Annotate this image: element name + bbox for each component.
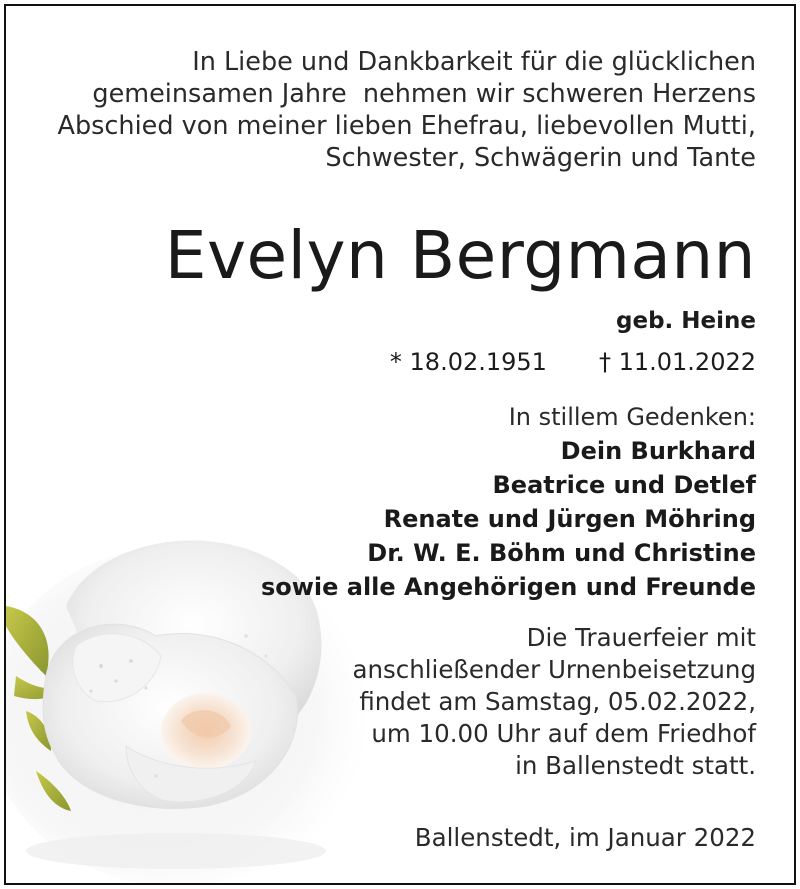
funeral-line: findet am Samstag, 05.02.2022, — [359, 687, 756, 716]
mourners-lead: In stillem Gedenken: — [508, 403, 756, 431]
funeral-line: Die Trauerfeier mit — [526, 623, 756, 652]
mourner-name: Renate und Jürgen Möhring — [383, 505, 756, 533]
funeral-line: um 10.00 Uhr auf dem Friedhof — [371, 719, 756, 748]
place-date: Ballenstedt, im Januar 2022 — [414, 823, 756, 852]
birth-date: * 18.02.1951 — [389, 348, 547, 376]
mourner-name: Dein Burkhard — [560, 437, 756, 465]
death-date: † 11.01.2022 — [598, 348, 756, 376]
intro-line: Abschied von meiner lieben Ehefrau, liebevollen Mutti, — [57, 111, 756, 141]
intro-line: In Liebe und Dankbarkeit für die glücklichen — [192, 47, 756, 77]
mourner-name: sowie alle Angehörigen und Freunde — [260, 573, 756, 601]
mourner-name: Dr. W. E. Böhm und Christine — [367, 539, 756, 567]
intro-text — [58, 46, 757, 174]
funeral-info — [352, 622, 756, 782]
intro-line: Schwester, Schwägerin und Tante — [325, 143, 756, 173]
funeral-line: in Ballenstedt statt. — [515, 751, 756, 780]
funeral-line: anschließender Urnenbeisetzung — [352, 655, 756, 684]
maiden-name: geb. Heine — [616, 308, 756, 334]
mourner-name: Beatrice und Detlef — [492, 471, 756, 499]
mourners-block — [261, 400, 756, 604]
life-dates — [390, 346, 756, 378]
deceased-name: Evelyn Bergmann — [164, 217, 756, 294]
obituary-frame — [4, 4, 796, 885]
intro-line: gemeinsamen Jahre nehmen wir schweren Herzens — [92, 79, 756, 109]
